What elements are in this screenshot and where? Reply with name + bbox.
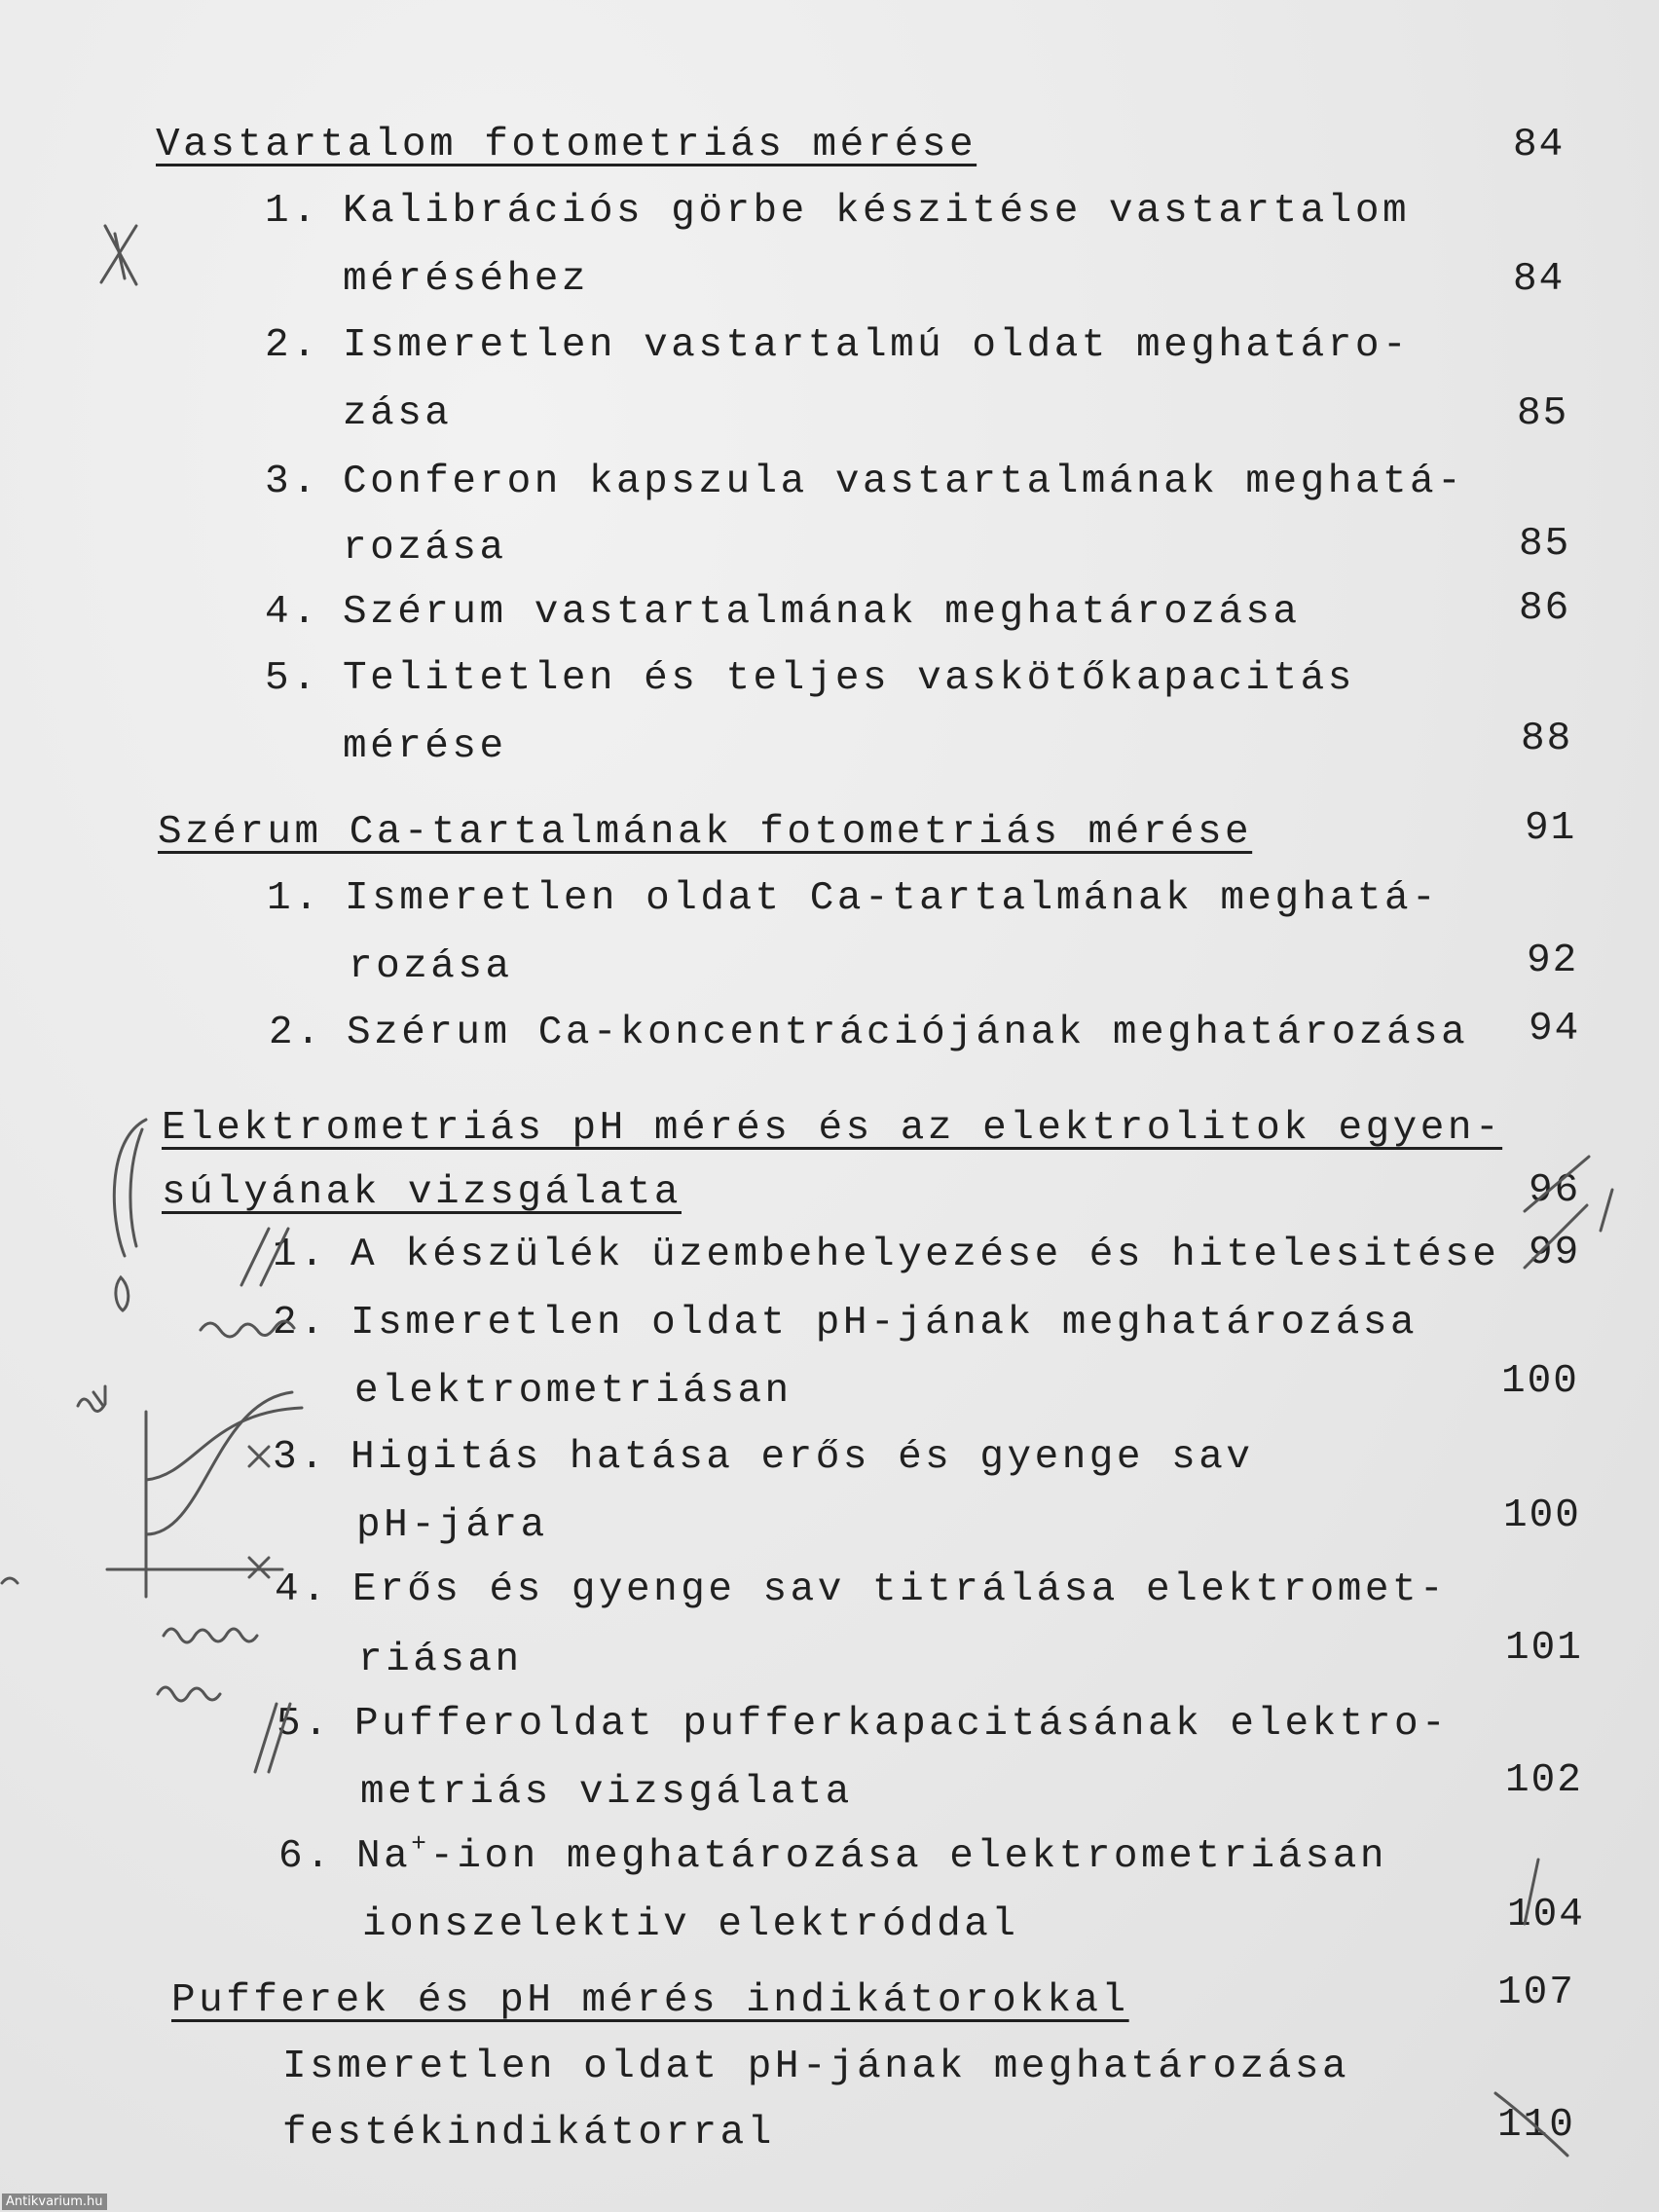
item-number: 5. (265, 656, 320, 701)
item-title-line: méréséhez (343, 257, 589, 302)
item-title-line: A készülék üzembehelyezése és hitelesitése (350, 1233, 1500, 1277)
item-title-line: Ismeretlen oldat pH-jának meghatározása (350, 1301, 1419, 1346)
toc-item (273, 1231, 1499, 1279)
item-page: 86 (1519, 586, 1571, 631)
section-page-pufferek: 107 (1497, 1971, 1575, 2015)
item-title-line: metriás vizsgálata (360, 1770, 853, 1815)
item-title-line: Erős és gyenge sav titrálása elektromet- (352, 1567, 1448, 1612)
pencil-bracket (114, 1120, 146, 1256)
section-title-pufferek: Pufferek és pH mérés indikátorokkal (171, 1978, 1129, 2023)
item-page: 85 (1517, 391, 1569, 436)
item-title-line: Szérum vastartalmának meghatározása (343, 590, 1301, 635)
item-title-line: pH-jára (356, 1503, 548, 1548)
item-number: 2. (265, 323, 320, 368)
item-title-line (356, 1829, 1387, 1879)
item-page: 88 (1521, 717, 1573, 761)
item-number: 1. (273, 1233, 328, 1277)
item-title-line: Higitás hatása erős és gyenge sav (350, 1435, 1254, 1480)
item-title-line: Telitetlen és teljes vaskötőkapacitás (343, 656, 1355, 701)
item-title-rest: -ion meghatározása elektrometriásan (429, 1834, 1387, 1879)
item-page: 99 (1529, 1231, 1581, 1275)
toc-item (265, 654, 1355, 703)
section-title-ca: Szérum Ca-tartalmának fotometriás mérése (158, 810, 1253, 855)
pencil-curve (146, 1392, 292, 1534)
item-title-line: ionszelektiv elektróddal (362, 1902, 1019, 1947)
item-number: 4. (275, 1567, 330, 1612)
item-title-line: mérése (343, 724, 507, 769)
pencil-plot-axes (107, 1412, 282, 1597)
item-title-line: festékindikátorral (282, 2111, 775, 2156)
item-title-line: rozása (343, 526, 507, 571)
toc-item (278, 1829, 1387, 1881)
item-number: 3. (273, 1435, 328, 1480)
item-number: 4. (265, 590, 320, 635)
pencil-circle (116, 1277, 129, 1310)
item-title-line: Kalibrációs görbe készitése vastartalom (343, 189, 1411, 234)
item-title-line: riásan (358, 1638, 523, 1682)
item-title-line: Conferon kapszula vastartalmának meghatá- (343, 460, 1465, 504)
item-title-line: Ismeretlen vastartalmú oldat meghatáro- (343, 323, 1411, 368)
toc-item (265, 588, 1301, 637)
pencil-cross-mark (101, 226, 136, 284)
section-title-elektrometria-line2: súlyának vizsgálata (162, 1170, 682, 1215)
pencil-x-mark (249, 1558, 269, 1577)
charge-superscript: + (411, 1829, 430, 1859)
item-number: 2. (273, 1301, 328, 1346)
item-number: 3. (265, 460, 320, 504)
item-page: 94 (1529, 1007, 1581, 1051)
item-title-line: zása (343, 391, 453, 436)
section-page-ca: 91 (1525, 806, 1577, 851)
pencil-scribble-word (2, 1578, 18, 1583)
section-page-vastartalom: 84 (1513, 123, 1566, 167)
toc-item (265, 458, 1464, 506)
item-number: 5. (276, 1702, 332, 1747)
item-page: 102 (1505, 1758, 1583, 1803)
pencil-scribble-word (78, 1386, 105, 1412)
item-page: 110 (1497, 2103, 1575, 2148)
toc-item (269, 1009, 1468, 1057)
item-page: 101 (1505, 1626, 1583, 1671)
item-number: 1. (265, 189, 320, 234)
section-title-elektrometria-line1: Elektrometriás pH mérés és az elektrolitok egyen- (162, 1106, 1503, 1151)
pencil-scribble-word (164, 1629, 257, 1642)
item-page: 85 (1519, 522, 1571, 567)
item-page: 100 (1503, 1493, 1581, 1538)
section-page-elektrometria: 96 (1529, 1168, 1581, 1213)
item-title-line: rozása (349, 944, 513, 989)
item-title-line: Ismeretlen oldat Ca-tartalmának meghatá- (345, 876, 1440, 921)
item-page: 92 (1527, 939, 1579, 983)
toc-item (273, 1299, 1418, 1347)
toc-item (273, 1433, 1253, 1482)
watermark: Antikvarium.hu (2, 2194, 107, 2210)
item-title-line: Szérum Ca-koncentrációjának meghatározása (347, 1011, 1469, 1055)
item-title-line: elektrometriásan (354, 1369, 793, 1414)
item-page: 100 (1501, 1359, 1579, 1404)
item-title-line: Pufferoldat pufferkapacitásának elektro- (354, 1702, 1450, 1747)
toc-item (276, 1700, 1449, 1749)
item-title-line: Ismeretlen oldat pH-jának meghatározása (282, 2045, 1350, 2089)
section-title-vastartalom: Vastartalom fotometriás mérése (156, 123, 977, 167)
toc-item (265, 187, 1410, 236)
toc-item (267, 874, 1439, 923)
item-page: 84 (1513, 257, 1566, 302)
pencil-x-mark (249, 1447, 269, 1466)
na-symbol: Na (356, 1834, 412, 1879)
item-page: 104 (1507, 1893, 1585, 1937)
item-number: 6. (278, 1834, 334, 1879)
pencil-scribble-word (158, 1687, 220, 1701)
item-number: 2. (269, 1011, 324, 1055)
toc-item (275, 1566, 1447, 1614)
item-number: 1. (267, 876, 322, 921)
toc-item (265, 321, 1410, 370)
